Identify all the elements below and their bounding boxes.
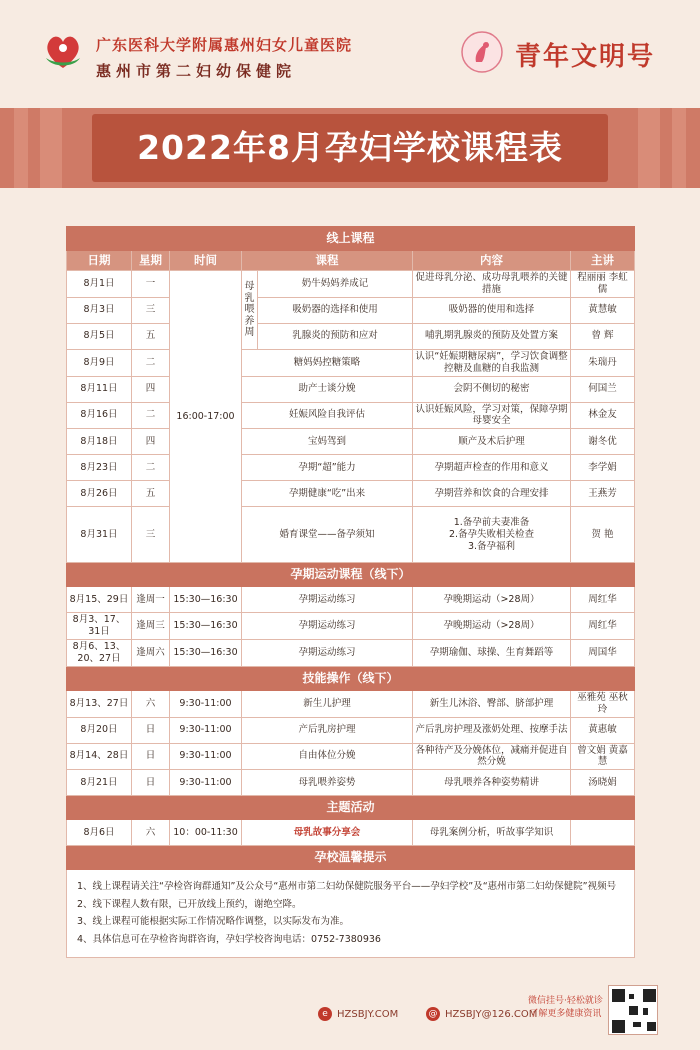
table-row	[67, 323, 635, 349]
cell-time: 10：00-11:30	[170, 820, 242, 846]
col-course: 课程	[242, 251, 413, 271]
exercise-section-title: 孕期运动课程（线下）	[67, 563, 635, 587]
footer-email[interactable]	[426, 1007, 537, 1021]
cell-date: 8月21日	[67, 770, 132, 796]
table-row	[67, 297, 635, 323]
cell-content: 各种待产及分娩体位，减痛并促进自然分娩	[413, 743, 571, 770]
cell-weekday: 二	[132, 349, 170, 376]
cell-weekday: 一	[132, 271, 170, 298]
cell-time: 15:30—16:30	[170, 587, 242, 613]
cell-speaker: 巫雅苑 巫秋玲	[571, 690, 635, 717]
cell-content: 吸奶器的使用和选择	[413, 297, 571, 323]
cell-date: 8月16日	[67, 402, 132, 429]
footer-note	[528, 995, 603, 1020]
tips-section-title: 孕校温馨提示	[67, 846, 635, 870]
cell-weekday: 逢周三	[132, 613, 170, 640]
hospital-subname: 惠州市第二妇幼保健院	[96, 62, 297, 80]
cell-course: 产后乳房护理	[242, 717, 413, 743]
cell-speaker: 曾文娟 黄嘉慧	[571, 743, 635, 770]
cell-time: 9:30-11:00	[170, 770, 242, 796]
qr-code-icon[interactable]	[608, 985, 658, 1035]
email-icon: @	[426, 1007, 440, 1021]
table-row	[67, 717, 635, 743]
content-line: 3.备孕福利	[467, 540, 516, 552]
cell-date: 8月13、27日	[67, 690, 132, 717]
cell-weekday: 六	[132, 690, 170, 717]
cell-time: 15:30—16:30	[170, 640, 242, 667]
table-row	[67, 690, 635, 717]
cell-time: 9:30-11:00	[170, 690, 242, 717]
table-row	[67, 640, 635, 667]
cell-weekday: 日	[132, 717, 170, 743]
cell-speaker: 谢冬优	[571, 429, 635, 455]
cell-content: 顺产及术后护理	[413, 429, 571, 455]
page-footer	[0, 985, 700, 1050]
cell-weekday: 日	[132, 770, 170, 796]
cell-date: 8月5日	[67, 323, 132, 349]
cell-content	[413, 507, 571, 563]
cell-topic-label: 母乳喂养周	[242, 271, 258, 350]
cell-speaker: 周红华	[571, 587, 635, 613]
theme-section-title: 主题活动	[67, 796, 635, 820]
cell-weekday: 五	[132, 481, 170, 507]
online-header-row	[67, 251, 635, 271]
cell-speaker: 李学娟	[571, 455, 635, 481]
cell-speaker: 王燕芳	[571, 481, 635, 507]
cell-content: 母乳案例分析，听故事学知识	[413, 820, 571, 846]
cell-content: 孕晚期运动（>28周）	[413, 613, 571, 640]
table-row	[67, 770, 635, 796]
cell-weekday: 五	[132, 323, 170, 349]
content-line: 2.备孕失败相关检查	[448, 528, 535, 540]
tips-list	[67, 870, 635, 957]
cell-date: 8月26日	[67, 481, 132, 507]
cell-date: 8月3、17、31日	[67, 613, 132, 640]
cell-weekday: 二	[132, 455, 170, 481]
cell-content: 哺乳期乳腺炎的预防及处置方案	[413, 323, 571, 349]
cell-speaker: 朱瑞丹	[571, 349, 635, 376]
cell-online-time: 16:00-17:00	[170, 271, 242, 563]
cell-weekday: 六	[132, 820, 170, 846]
cell-course: 新生儿护理	[242, 690, 413, 717]
cell-course: 吸奶器的选择和使用	[258, 297, 413, 323]
cell-date: 8月15、29日	[67, 587, 132, 613]
table-row	[67, 349, 635, 376]
cell-weekday: 逢周六	[132, 640, 170, 667]
table-row	[67, 613, 635, 640]
cell-date: 8月18日	[67, 429, 132, 455]
cell-content: 产后乳房护理及涨奶处理、按摩手法	[413, 717, 571, 743]
cell-content: 孕期超声检查的作用和意义	[413, 455, 571, 481]
table-row	[67, 271, 635, 298]
online-section-title: 线上课程	[67, 227, 635, 251]
cell-weekday: 二	[132, 402, 170, 429]
page-title: 2022年8月孕妇学校课程表	[137, 128, 563, 167]
cell-course: 宝妈驾到	[242, 429, 413, 455]
cell-date: 8月31日	[67, 507, 132, 563]
table-row	[67, 402, 635, 429]
cell-date: 8月1日	[67, 271, 132, 298]
cell-speaker: 黄慧敏	[571, 297, 635, 323]
cell-course: 婚育课堂——备孕须知	[242, 507, 413, 563]
col-time: 时间	[170, 251, 242, 271]
table-row	[67, 481, 635, 507]
cell-course: 母乳故事分享会	[242, 820, 413, 846]
cell-speaker	[571, 820, 635, 846]
cell-speaker: 周红华	[571, 613, 635, 640]
col-content: 内容	[413, 251, 571, 271]
cell-course: 奶牛妈妈养成记	[258, 271, 413, 298]
table-row	[67, 820, 635, 846]
tip-item: 1、线上课程请关注“孕检咨询群通知”及公众号“惠州市第二妇幼保健院服务平台——孕妇学校”及“惠州市第二妇幼保健院”视频号	[77, 881, 617, 893]
cell-course: 孕期运动练习	[242, 587, 413, 613]
brand-title: 青年文明号	[515, 42, 656, 72]
cell-speaker: 林金友	[571, 402, 635, 429]
cell-time: 9:30-11:00	[170, 743, 242, 770]
table-row	[67, 376, 635, 402]
title-banner	[0, 108, 700, 188]
tip-item: 4、具体信息可在孕检咨询群咨询，孕妇学校咨询电话：0752-7380936	[77, 933, 381, 945]
cell-course: 孕期运动练习	[242, 613, 413, 640]
cell-course: 自由体位分娩	[242, 743, 413, 770]
cell-date: 8月11日	[67, 376, 132, 402]
cell-course: 孕期“超”能力	[242, 455, 413, 481]
cell-weekday: 日	[132, 743, 170, 770]
cell-content: 孕期营养和饮食的合理安排	[413, 481, 571, 507]
table-row	[67, 507, 635, 563]
cell-course: 糖妈妈控糖策略	[242, 349, 413, 376]
cell-course: 母乳喂养姿势	[242, 770, 413, 796]
cell-speaker: 周国华	[571, 640, 635, 667]
cell-course: 孕期运动练习	[242, 640, 413, 667]
globe-icon: e	[318, 1007, 332, 1021]
note-line: 了解更多健康资讯	[529, 1008, 602, 1019]
email-text: HZSBJY@126.COM	[445, 1008, 538, 1020]
cell-weekday: 四	[132, 376, 170, 402]
table-row	[67, 455, 635, 481]
cell-content: 孕晚期运动（>28周）	[413, 587, 571, 613]
cell-date: 8月3日	[67, 297, 132, 323]
cell-speaker: 贺 艳	[571, 507, 635, 563]
cell-time: 9:30-11:00	[170, 717, 242, 743]
cell-content: 母乳喂养各种姿势精讲	[413, 770, 571, 796]
table-row	[67, 743, 635, 770]
cell-time: 15:30—16:30	[170, 613, 242, 640]
cell-course: 乳腺炎的预防和应对	[258, 323, 413, 349]
cell-speaker: 黄惠敏	[571, 717, 635, 743]
cell-speaker: 曾 辉	[571, 323, 635, 349]
skills-section-title: 技能操作（线下）	[67, 666, 635, 690]
cell-speaker: 程丽丽 李虹儒	[571, 271, 635, 298]
tip-item: 3、线上课程可能根据实际工作情况略作调整，以实际发布为准。	[77, 916, 350, 928]
cell-date: 8月9日	[67, 349, 132, 376]
cell-date: 8月23日	[67, 455, 132, 481]
cell-content: 促进母乳分泌、成功母乳喂养的关键措施	[413, 271, 571, 298]
cell-speaker: 汤晓娟	[571, 770, 635, 796]
cell-content: 认识“妊娠期糖尿病”，学习饮食调整控糖及血糖的自我监测	[413, 349, 571, 376]
schedule-table	[66, 226, 635, 958]
cell-content: 新生儿沐浴、臀部、脐部护理	[413, 690, 571, 717]
youth-civilization-logo	[460, 30, 504, 74]
table-row	[67, 587, 635, 613]
cell-weekday: 逢周一	[132, 587, 170, 613]
col-speaker: 主讲	[571, 251, 635, 271]
schedule-table-wrap	[66, 226, 634, 958]
note-line: 微信挂号·轻松就诊	[528, 996, 603, 1006]
hospital-name: 广东医科大学附属惠州妇女儿童医院	[96, 36, 353, 54]
footer-website[interactable]	[318, 1007, 398, 1021]
page-header	[0, 0, 700, 108]
cell-content: 认识妊娠风险，学习对策，保障孕期母婴安全	[413, 402, 571, 429]
cell-date: 8月6日	[67, 820, 132, 846]
cell-course: 孕期健康“吃”出来	[242, 481, 413, 507]
tip-item: 2、线下课程人数有限，已开放线上预约，谢绝空降。	[77, 898, 302, 910]
cell-weekday: 三	[132, 507, 170, 563]
content-line: 1.备孕前夫妻准备	[453, 516, 530, 528]
cell-content: 孕期瑜伽、球操、生育舞蹈等	[413, 640, 571, 667]
cell-weekday: 四	[132, 429, 170, 455]
cell-course: 助产士谈分娩	[242, 376, 413, 402]
cell-speaker: 何国兰	[571, 376, 635, 402]
cell-date: 8月6、13、20、27日	[67, 640, 132, 667]
cell-weekday: 三	[132, 297, 170, 323]
hospital-logo	[40, 28, 86, 74]
col-date: 日期	[67, 251, 132, 271]
cell-course: 妊娠风险自我评估	[242, 402, 413, 429]
col-weekday: 星期	[132, 251, 170, 271]
cell-content: 会阴不侧切的秘密	[413, 376, 571, 402]
website-text: HZSBJY.COM	[337, 1008, 399, 1020]
table-row	[67, 429, 635, 455]
cell-date: 8月20日	[67, 717, 132, 743]
cell-date: 8月14、28日	[67, 743, 132, 770]
